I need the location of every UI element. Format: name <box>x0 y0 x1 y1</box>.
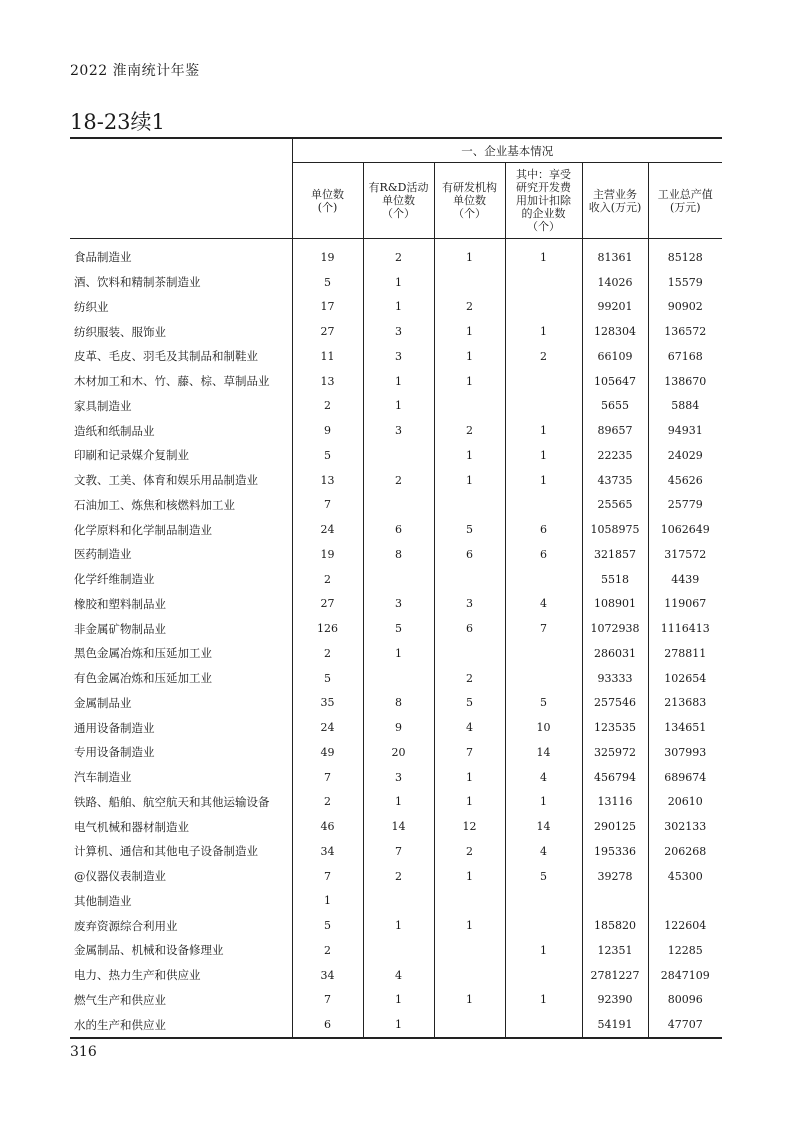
group-header: 一、企业基本情况 <box>292 138 722 163</box>
table-cell: 7 <box>292 988 363 1013</box>
table-cell: 3 <box>363 344 434 369</box>
table-cell: 7 <box>363 839 434 864</box>
table-cell: 1 <box>505 988 582 1013</box>
table-row <box>70 270 722 295</box>
table-cell: 4 <box>505 765 582 790</box>
table-cell: 1 <box>363 369 434 394</box>
table-cell: 3 <box>363 418 434 443</box>
table-cell <box>363 443 434 468</box>
table-cell: 34 <box>292 839 363 864</box>
table-cell: 14026 <box>582 270 648 295</box>
industry-name: 医药制造业 <box>74 547 132 562</box>
table-cell: 2781227 <box>582 963 648 988</box>
table-row <box>70 443 722 468</box>
industry-name: 橡胶和塑料制品业 <box>74 596 166 611</box>
table-cell: 138670 <box>648 369 722 394</box>
table-cell: 19 <box>292 239 363 270</box>
industry-name: 食品制造业 <box>74 250 132 265</box>
table-cell: 4439 <box>648 567 722 592</box>
table-cell: 1 <box>363 988 434 1013</box>
table-cell: 1 <box>434 765 505 790</box>
industry-name: 燃气生产和供应业 <box>74 992 166 1007</box>
table-cell: 325972 <box>582 740 648 765</box>
column-header: 其中：享受 研究开发费 用加计扣除 的企业数 （个） <box>505 163 582 239</box>
table-cell: 13 <box>292 468 363 493</box>
table-cell: 128304 <box>582 319 648 344</box>
table-cell: 2 <box>292 641 363 666</box>
table-row <box>70 517 722 542</box>
industry-name: 专用设备制造业 <box>74 745 155 760</box>
table-row <box>70 988 722 1013</box>
table-cell: 7 <box>292 493 363 518</box>
industry-name: 印刷和记录媒介复制业 <box>74 448 189 463</box>
table-cell <box>363 666 434 691</box>
table-row <box>70 592 722 617</box>
table-row <box>70 319 722 344</box>
table-cell <box>505 666 582 691</box>
table-cell <box>434 1012 505 1038</box>
table-cell <box>505 369 582 394</box>
industry-name: 废弃资源综合利用业 <box>74 918 178 933</box>
table-cell: 1 <box>505 239 582 270</box>
table-cell <box>505 963 582 988</box>
table-cell: 5 <box>292 270 363 295</box>
table-cell: 22235 <box>582 443 648 468</box>
table-row <box>70 418 722 443</box>
table-cell: 1 <box>363 394 434 419</box>
table-cell: 1 <box>363 295 434 320</box>
industry-name: 计算机、通信和其他电子设备制造业 <box>74 844 258 859</box>
table-cell <box>505 567 582 592</box>
table-cell: 122604 <box>648 913 722 938</box>
table-row <box>70 814 722 839</box>
table-cell <box>434 270 505 295</box>
table-cell: 24 <box>292 715 363 740</box>
table-cell: 67168 <box>648 344 722 369</box>
table-cell: 4 <box>363 963 434 988</box>
table-cell: 108901 <box>582 592 648 617</box>
industry-name: 黑色金属冶炼和压延加工业 <box>74 646 212 661</box>
industry-name: 有色金属冶炼和压延加工业 <box>74 671 212 686</box>
table-row <box>70 963 722 988</box>
table-cell: 11 <box>292 344 363 369</box>
industry-name: 文教、工美、体育和娱乐用品制造业 <box>74 473 258 488</box>
table-cell: 5 <box>505 864 582 889</box>
table-row <box>70 938 722 963</box>
table-cell: 307993 <box>648 740 722 765</box>
table-cell: 126 <box>292 616 363 641</box>
table-cell: 195336 <box>582 839 648 864</box>
table-cell: 5884 <box>648 394 722 419</box>
table-cell: 1 <box>505 319 582 344</box>
table-row <box>70 369 722 394</box>
table-cell <box>434 889 505 914</box>
table-row <box>70 740 722 765</box>
table-cell: 3 <box>363 592 434 617</box>
table-cell: 7 <box>505 616 582 641</box>
table-cell: 2 <box>434 839 505 864</box>
table-row <box>70 790 722 815</box>
table-cell: 2 <box>434 295 505 320</box>
table-cell: 12 <box>434 814 505 839</box>
industry-name: 木材加工和木、竹、藤、棕、草制品业 <box>74 374 270 389</box>
table-cell <box>505 493 582 518</box>
table-cell: 34 <box>292 963 363 988</box>
table-cell: 85128 <box>648 239 722 270</box>
table-cell: 213683 <box>648 691 722 716</box>
table-row <box>70 913 722 938</box>
table-cell: 25779 <box>648 493 722 518</box>
table-row <box>70 765 722 790</box>
industry-name: 金属制品、机械和设备修理业 <box>74 943 224 958</box>
table-cell <box>363 938 434 963</box>
table-cell: 1 <box>363 641 434 666</box>
table-cell <box>434 493 505 518</box>
table-cell: 185820 <box>582 913 648 938</box>
column-header: 单位数 (个) <box>292 163 363 239</box>
industry-name: 电力、热力生产和供应业 <box>74 968 201 983</box>
column-header: 有研发机构 单位数 （个） <box>434 163 505 239</box>
table-row <box>70 344 722 369</box>
table-cell: 1 <box>505 418 582 443</box>
table-cell: 20 <box>363 740 434 765</box>
table-cell: 6 <box>434 616 505 641</box>
table-cell: 25565 <box>582 493 648 518</box>
page-number: 316 <box>70 1044 97 1060</box>
table-cell: 1 <box>434 443 505 468</box>
table-cell: 20610 <box>648 790 722 815</box>
table-cell: 1 <box>505 790 582 815</box>
table-cell: 123535 <box>582 715 648 740</box>
table-row <box>70 864 722 889</box>
industry-name: 非金属矿物制品业 <box>74 621 166 636</box>
table-cell: 5 <box>292 666 363 691</box>
industry-name: 水的生产和供应业 <box>70 1012 292 1038</box>
table-cell: 2 <box>292 394 363 419</box>
table-cell: 13116 <box>582 790 648 815</box>
table-cell: 456794 <box>582 765 648 790</box>
table-row <box>70 542 722 567</box>
table-row <box>70 666 722 691</box>
table-cell: 8 <box>363 691 434 716</box>
table-cell: 81361 <box>582 239 648 270</box>
table-cell: 14 <box>363 814 434 839</box>
table-cell: 1 <box>505 443 582 468</box>
table-cell: 92390 <box>582 988 648 1013</box>
industry-name: 酒、饮料和精制茶制造业 <box>74 275 201 290</box>
table-cell: 321857 <box>582 542 648 567</box>
table-cell: 43735 <box>582 468 648 493</box>
column-header: 主营业务 收入(万元) <box>582 163 648 239</box>
table-cell: 14 <box>505 740 582 765</box>
table-cell <box>363 567 434 592</box>
table-cell: 1 <box>363 270 434 295</box>
industry-name: 通用设备制造业 <box>74 720 155 735</box>
industry-name: 纺织服装、服饰业 <box>74 324 166 339</box>
table-cell: 1 <box>434 468 505 493</box>
table-cell: 1 <box>363 913 434 938</box>
table-cell: 134651 <box>648 715 722 740</box>
table-row <box>70 567 722 592</box>
table-cell: 2 <box>363 239 434 270</box>
industry-name: 汽车制造业 <box>74 770 132 785</box>
table-cell: 99201 <box>582 295 648 320</box>
table-cell: 46 <box>292 814 363 839</box>
table-cell: 9 <box>292 418 363 443</box>
table-cell: 12351 <box>582 938 648 963</box>
table-row <box>70 295 722 320</box>
table-cell: 1 <box>434 344 505 369</box>
table-cell: 5 <box>434 691 505 716</box>
table-cell: 6 <box>505 517 582 542</box>
table-cell: 5 <box>434 517 505 542</box>
table-cell: 1 <box>434 988 505 1013</box>
table-cell: 6 <box>434 542 505 567</box>
table-cell <box>505 641 582 666</box>
table-cell: 90902 <box>648 295 722 320</box>
table-cell: 3 <box>363 765 434 790</box>
statistics-table <box>70 137 722 1039</box>
table-cell: 80096 <box>648 988 722 1013</box>
table-cell: 5 <box>505 691 582 716</box>
table-cell <box>505 1012 582 1038</box>
table-cell: 93333 <box>582 666 648 691</box>
table-row <box>70 394 722 419</box>
table-cell: 17 <box>292 295 363 320</box>
table-row <box>70 239 722 270</box>
table-cell: 7 <box>292 765 363 790</box>
table-cell: 24029 <box>648 443 722 468</box>
industry-name: 家具制造业 <box>74 398 132 413</box>
table-cell: 4 <box>505 839 582 864</box>
table-cell <box>505 889 582 914</box>
table-cell: 94931 <box>648 418 722 443</box>
table-cell: 8 <box>363 542 434 567</box>
table-cell: 10 <box>505 715 582 740</box>
industry-name: 造纸和纸制品业 <box>74 423 155 438</box>
table-id: 18-23续1 <box>70 110 165 134</box>
table-cell: 6 <box>505 542 582 567</box>
table-cell: 5 <box>292 443 363 468</box>
table-cell: 2 <box>363 468 434 493</box>
table-cell <box>434 567 505 592</box>
table-cell: 24 <box>292 517 363 542</box>
table-cell: 6 <box>363 517 434 542</box>
industry-name: 皮革、毛皮、羽毛及其制品和制鞋业 <box>74 349 258 364</box>
table-cell: 1 <box>434 239 505 270</box>
table-cell: 45300 <box>648 864 722 889</box>
table-cell: 2 <box>363 864 434 889</box>
table-cell <box>505 913 582 938</box>
table-cell: 45626 <box>648 468 722 493</box>
table-cell: 1072938 <box>582 616 648 641</box>
column-header: 工业总产值 (万元) <box>648 163 722 239</box>
table-cell: 1 <box>434 790 505 815</box>
table-cell <box>648 889 722 914</box>
table-cell <box>434 394 505 419</box>
table-cell: 6 <box>292 1012 363 1038</box>
table-cell <box>582 889 648 914</box>
table-cell: 1 <box>434 319 505 344</box>
table-cell: 1 <box>292 889 363 914</box>
table-cell: 136572 <box>648 319 722 344</box>
table-cell: 1 <box>363 790 434 815</box>
table-cell: 2 <box>292 790 363 815</box>
table-cell: 1 <box>434 864 505 889</box>
table-cell: 7 <box>434 740 505 765</box>
header-corner-lower <box>70 163 292 239</box>
table-cell: 19 <box>292 542 363 567</box>
table-cell: 4 <box>434 715 505 740</box>
table-cell: 317572 <box>648 542 722 567</box>
table-cell: 119067 <box>648 592 722 617</box>
book-title: 2022 淮南统计年鉴 <box>70 63 200 79</box>
table-row <box>70 641 722 666</box>
table-cell: 1 <box>434 913 505 938</box>
table-row <box>70 889 722 914</box>
table-cell: 12285 <box>648 938 722 963</box>
table-cell: 302133 <box>648 814 722 839</box>
table-cell: 286031 <box>582 641 648 666</box>
table-cell: 66109 <box>582 344 648 369</box>
table-row <box>70 691 722 716</box>
table-row <box>70 616 722 641</box>
table-cell: 3 <box>363 319 434 344</box>
table-cell: 9 <box>363 715 434 740</box>
table-cell: 102654 <box>648 666 722 691</box>
table-cell: 105647 <box>582 369 648 394</box>
table-cell: 257546 <box>582 691 648 716</box>
table-cell: 1 <box>434 369 505 394</box>
table-cell <box>434 641 505 666</box>
table-cell: 689674 <box>648 765 722 790</box>
industry-name: @仪器仪表制造业 <box>74 869 166 884</box>
table-cell: 290125 <box>582 814 648 839</box>
table-row <box>70 493 722 518</box>
table-cell <box>434 938 505 963</box>
table-cell: 1062649 <box>648 517 722 542</box>
table-cell: 5655 <box>582 394 648 419</box>
table-cell <box>505 295 582 320</box>
table-cell: 1 <box>505 938 582 963</box>
industry-name: 铁路、船舶、航空航天和其他运输设备 <box>74 794 270 809</box>
table-cell: 2 <box>505 344 582 369</box>
table-cell: 27 <box>292 592 363 617</box>
table-cell: 5518 <box>582 567 648 592</box>
industry-name: 纺织业 <box>74 299 109 314</box>
table-cell: 35 <box>292 691 363 716</box>
table-cell: 47707 <box>648 1012 722 1038</box>
table-cell: 54191 <box>582 1012 648 1038</box>
table-row <box>70 1012 722 1038</box>
table-cell: 13 <box>292 369 363 394</box>
industry-name: 石油加工、炼焦和核燃料加工业 <box>74 497 235 512</box>
industry-name: 金属制品业 <box>74 695 132 710</box>
table-cell: 39278 <box>582 864 648 889</box>
table-cell: 2847109 <box>648 963 722 988</box>
industry-name: 其他制造业 <box>74 893 132 908</box>
table-cell <box>363 889 434 914</box>
table-row <box>70 715 722 740</box>
table-cell: 5 <box>363 616 434 641</box>
industry-name: 化学纤维制造业 <box>74 572 155 587</box>
table-row <box>70 839 722 864</box>
table-cell: 206268 <box>648 839 722 864</box>
table-cell: 49 <box>292 740 363 765</box>
table-cell: 27 <box>292 319 363 344</box>
table-cell: 2 <box>434 666 505 691</box>
table-cell: 2 <box>292 938 363 963</box>
table-cell: 4 <box>505 592 582 617</box>
column-header: 有R&D活动 单位数 （个） <box>363 163 434 239</box>
table-cell <box>434 963 505 988</box>
table-row <box>70 468 722 493</box>
table-cell: 15579 <box>648 270 722 295</box>
table-cell: 1 <box>363 1012 434 1038</box>
table-cell: 7 <box>292 864 363 889</box>
table-cell: 89657 <box>582 418 648 443</box>
table-cell: 1058975 <box>582 517 648 542</box>
industry-name: 化学原料和化学制品制造业 <box>74 522 212 537</box>
table-cell: 278811 <box>648 641 722 666</box>
table-cell: 2 <box>292 567 363 592</box>
table-cell: 1116413 <box>648 616 722 641</box>
industry-name: 电气机械和器材制造业 <box>74 819 189 834</box>
table-cell <box>363 493 434 518</box>
table-cell: 3 <box>434 592 505 617</box>
table-cell: 14 <box>505 814 582 839</box>
table-cell: 5 <box>292 913 363 938</box>
table-cell: 1 <box>505 468 582 493</box>
table-cell: 2 <box>434 418 505 443</box>
header-corner <box>70 138 292 163</box>
table-cell <box>505 270 582 295</box>
table-cell <box>505 394 582 419</box>
